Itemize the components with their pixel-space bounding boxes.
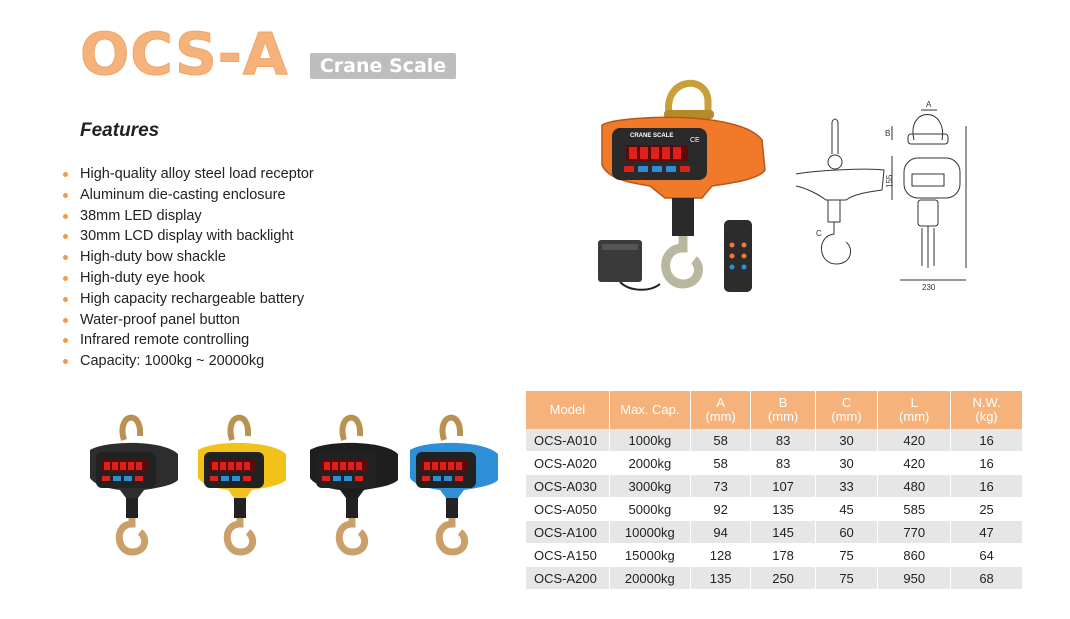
table-cell: 75 xyxy=(815,567,877,590)
column-header: N.W. (kg) xyxy=(951,391,1023,429)
table-row xyxy=(526,521,1023,544)
dim-a-label: A xyxy=(926,100,932,109)
table-cell: 16 xyxy=(951,429,1023,452)
features-heading: Features xyxy=(80,120,160,141)
remote-control-icon xyxy=(724,220,752,292)
feature-item: 38mm LED display xyxy=(60,206,314,227)
table-cell: 420 xyxy=(878,429,951,452)
brand-label: CRANE SCALE xyxy=(630,133,674,139)
table-cell: 15000kg xyxy=(609,544,690,567)
table-cell: 64 xyxy=(951,544,1023,567)
variant-dark xyxy=(90,418,178,552)
feature-item: 30mm LCD display with backlight xyxy=(60,226,314,247)
dim-230-label: 230 xyxy=(922,283,936,292)
column-header: Max. Cap. xyxy=(609,391,690,429)
table-cell: 585 xyxy=(878,498,951,521)
table-cell: 3000kg xyxy=(609,475,690,498)
variant-black xyxy=(310,418,398,552)
column-header: Model xyxy=(526,391,609,429)
table-cell: 135 xyxy=(690,567,750,590)
table-cell: 950 xyxy=(878,567,951,590)
table-cell: 73 xyxy=(690,475,750,498)
column-header: L (mm) xyxy=(878,391,951,429)
table-cell: 83 xyxy=(751,429,816,452)
page-title: OCS-A xyxy=(80,20,289,88)
table-cell: 45 xyxy=(815,498,877,521)
table-cell: 16 xyxy=(951,452,1023,475)
table-cell: 47 xyxy=(951,521,1023,544)
table-cell: 107 xyxy=(751,475,816,498)
dim-155-label: 155 xyxy=(885,174,894,188)
table-cell: 30 xyxy=(815,452,877,475)
table-cell: 33 xyxy=(815,475,877,498)
feature-item: Aluminum die-casting enclosure xyxy=(60,185,314,206)
table-cell: 1000kg xyxy=(609,429,690,452)
feature-item: High-duty bow shackle xyxy=(60,247,314,268)
table-row xyxy=(526,544,1023,567)
table-cell: 480 xyxy=(878,475,951,498)
technical-drawing xyxy=(788,96,978,296)
table-cell: OCS-A200 xyxy=(526,567,609,590)
hook-icon xyxy=(666,236,699,284)
table-cell: 16 xyxy=(951,475,1023,498)
table-cell: 135 xyxy=(751,498,816,521)
table-cell: OCS-A010 xyxy=(526,429,609,452)
column-header: B (mm) xyxy=(751,391,816,429)
table-cell: 58 xyxy=(690,429,750,452)
table-cell: 860 xyxy=(878,544,951,567)
spec-table-header xyxy=(526,391,1023,429)
table-row xyxy=(526,452,1023,475)
table-cell: OCS-A150 xyxy=(526,544,609,567)
table-row xyxy=(526,567,1023,590)
feature-item: Capacity: 1000kg ~ 20000kg xyxy=(60,351,314,372)
table-row xyxy=(526,498,1023,521)
table-cell: 58 xyxy=(690,452,750,475)
ce-mark: CE xyxy=(690,137,700,144)
color-variants-image xyxy=(84,408,504,556)
variant-yellow xyxy=(198,418,286,552)
table-cell: OCS-A020 xyxy=(526,452,609,475)
table-row xyxy=(526,475,1023,498)
table-cell: 92 xyxy=(690,498,750,521)
table-cell: 83 xyxy=(751,452,816,475)
feature-item: High-duty eye hook xyxy=(60,268,314,289)
spec-table xyxy=(526,391,1023,590)
product-type-badge: Crane Scale xyxy=(310,53,456,79)
features-list xyxy=(60,164,314,372)
table-cell: 5000kg xyxy=(609,498,690,521)
table-cell: OCS-A030 xyxy=(526,475,609,498)
table-cell: OCS-A050 xyxy=(526,498,609,521)
table-cell: 250 xyxy=(751,567,816,590)
table-row xyxy=(526,429,1023,452)
table-cell: 25 xyxy=(951,498,1023,521)
feature-item: High capacity rechargeable battery xyxy=(60,289,314,310)
table-cell: 68 xyxy=(951,567,1023,590)
table-cell: 10000kg xyxy=(609,521,690,544)
table-cell: 770 xyxy=(878,521,951,544)
table-cell: 178 xyxy=(751,544,816,567)
table-cell: 145 xyxy=(751,521,816,544)
table-cell: 75 xyxy=(815,544,877,567)
dim-b-label: B xyxy=(885,129,891,138)
table-cell: 128 xyxy=(690,544,750,567)
feature-item: Water-proof panel button xyxy=(60,310,314,331)
feature-item: High-quality alloy steel load receptor xyxy=(60,164,314,185)
table-cell: 420 xyxy=(878,452,951,475)
table-cell: OCS-A100 xyxy=(526,521,609,544)
table-cell: 30 xyxy=(815,429,877,452)
dim-c-label: C xyxy=(816,229,822,238)
table-cell: 60 xyxy=(815,521,877,544)
table-cell: 94 xyxy=(690,521,750,544)
column-header: C (mm) xyxy=(815,391,877,429)
variant-blue xyxy=(410,418,498,552)
feature-item: Infrared remote controlling xyxy=(60,330,314,351)
column-header: A (mm) xyxy=(690,391,750,429)
main-product-image xyxy=(590,70,780,300)
table-cell: 2000kg xyxy=(609,452,690,475)
table-cell: 20000kg xyxy=(609,567,690,590)
